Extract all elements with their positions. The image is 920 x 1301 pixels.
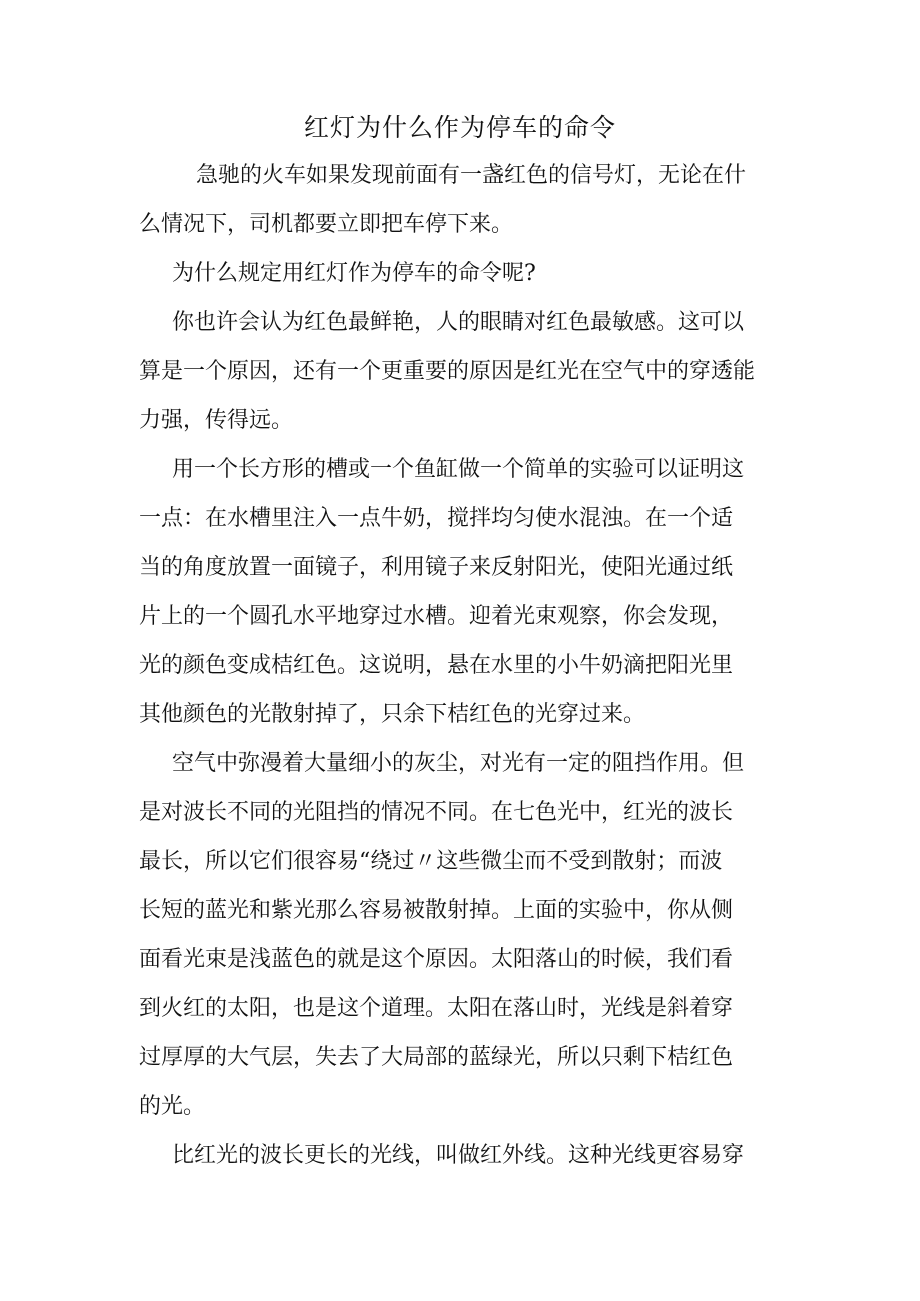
text-line: 最长，所以它们很容易“绕过〃这些微尘而不受到散射；而波	[139, 849, 723, 874]
text-line: 为什么规定用红灯作为停车的命令呢?	[172, 261, 536, 286]
text-line: 光的颜色变成桔红色。这说明，悬在水里的小牛奶滴把阳光里	[139, 653, 734, 678]
text-line: 到火红的太阳，也是这个道理。太阳在落山时，光线是斜着穿	[139, 996, 734, 1021]
text-line: 比红光的波长更长的光线，叫做红外线。这种光线更容易穿	[172, 1143, 745, 1168]
text-line: 过厚厚的大气层，失去了大局部的蓝绿光，所以只剩下桔红色	[139, 1045, 734, 1070]
text-line: 其他颜色的光散射掉了，只余下桔红色的光穿过来。	[139, 702, 646, 727]
text-line: 用一个长方形的槽或一个鱼缸做一个简单的实验可以证明这	[172, 457, 745, 482]
text-line: 长短的蓝光和紫光那么容易被散射掉。上面的实验中，你从侧	[139, 898, 734, 923]
text-line: 么情况下，司机都要立即把车停下来。	[139, 212, 514, 237]
text-line: 算是一个原因，还有一个更重要的原因是红光在空气中的穿透能	[139, 359, 756, 384]
text-line: 的光。	[139, 1094, 206, 1119]
text-line: 力强，传得远。	[139, 408, 294, 433]
text-line: 你也许会认为红色最鲜艳，人的眼睛对红色最敏感。这可以	[172, 310, 745, 335]
text-line: 一点：在水槽里注入一点牛奶，搅拌均匀使水混浊。在一个适	[139, 506, 734, 531]
text-line: 空气中弥漫着大量细小的灰尘，对光有一定的阻挡作用。但	[172, 751, 745, 776]
text-line: 片上的一个圆孔水平地穿过水槽。迎着光束观察，你会发现，	[139, 604, 734, 629]
text-line: 当的角度放置一面镜子，利用镜子来反射阳光，使阳光通过纸	[139, 555, 734, 580]
text-line: 急驰的火车如果发现前面有一盏红色的信号灯，无论在什	[196, 163, 747, 188]
text-line: 面看光束是浅蓝色的就是这个原因。太阳落山的时候，我们看	[139, 947, 734, 972]
document-title: 红灯为什么作为停车的命令	[303, 113, 616, 142]
text-line: 是对波长不同的光阻挡的情况不同。在七色光中，红光的波长	[139, 800, 734, 825]
